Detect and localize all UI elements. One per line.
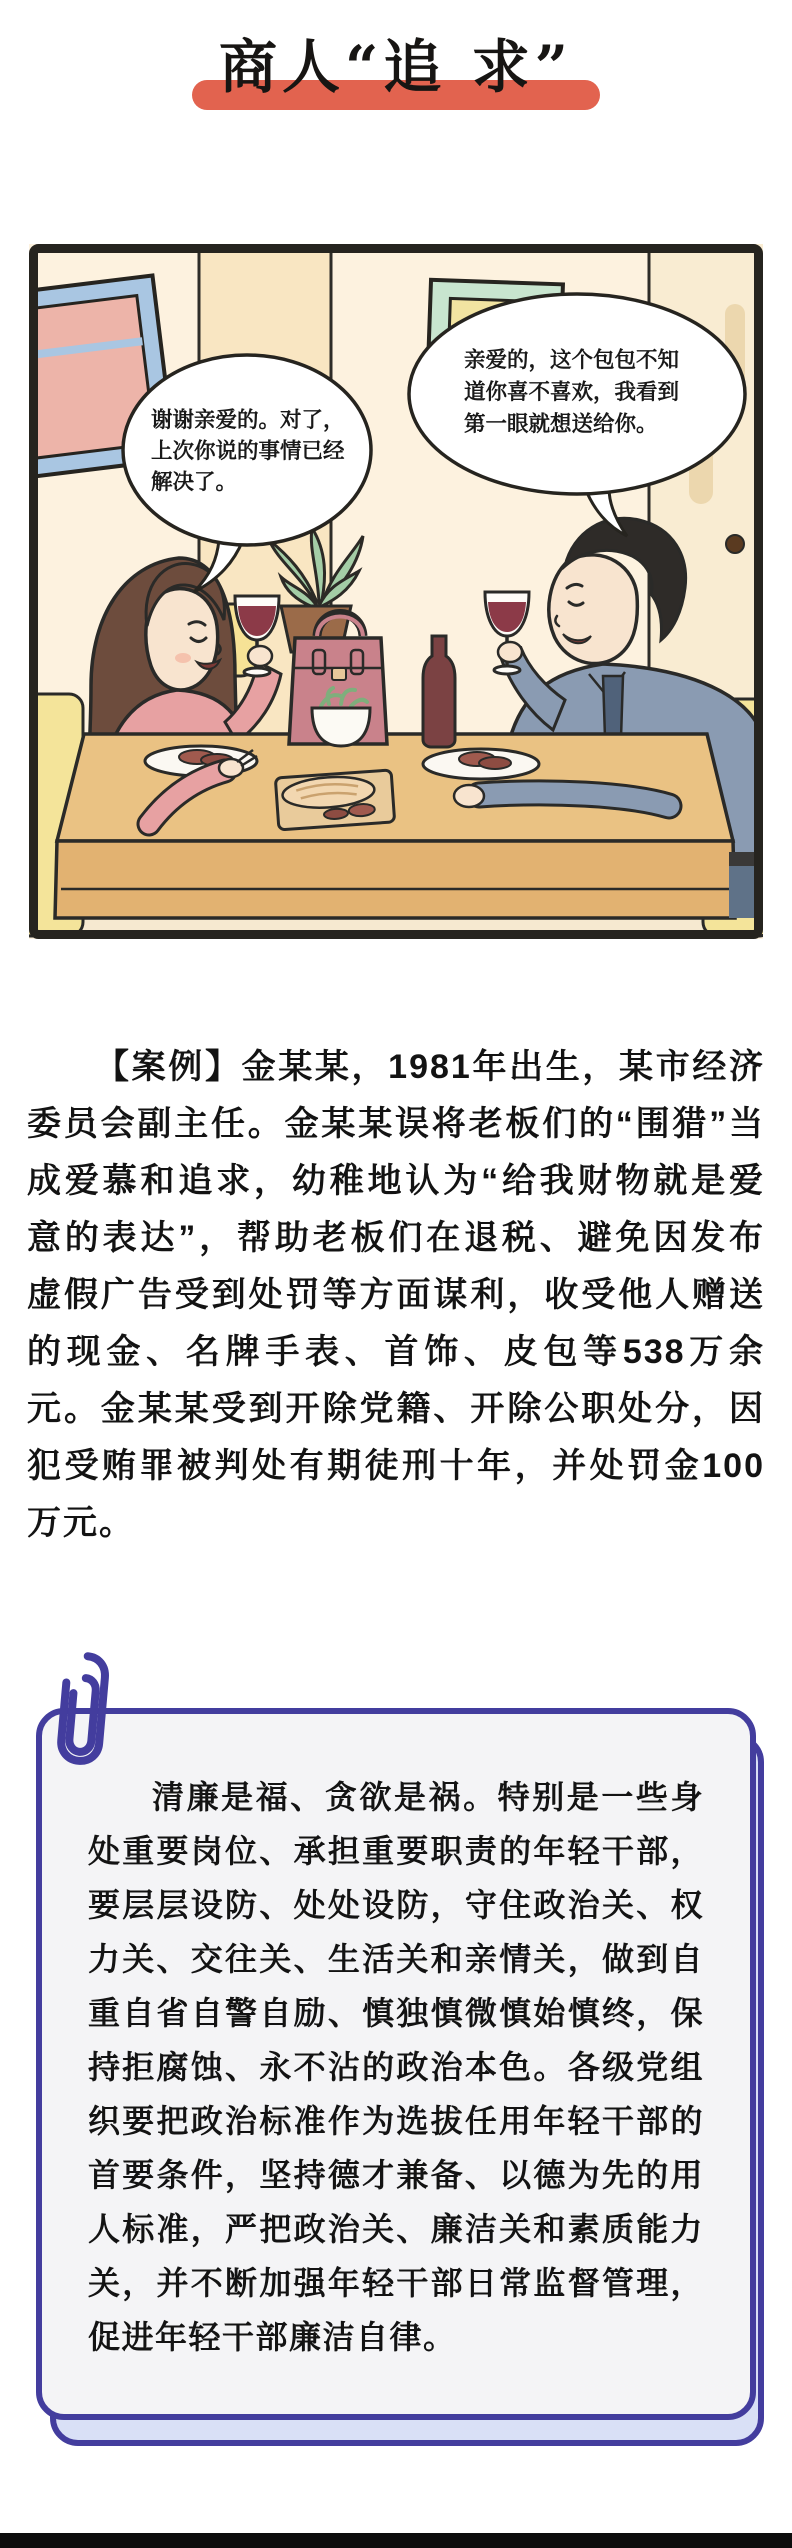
comic-panel <box>29 244 763 939</box>
page-title-block <box>213 30 579 110</box>
plate-right <box>423 749 539 779</box>
page-title: 商人“追 求” <box>219 33 573 101</box>
quote-box-wrap <box>36 1708 756 2420</box>
bread-board <box>275 770 394 830</box>
paperclip-icon <box>51 1648 115 1772</box>
bubble-left-line-3: 解决了。 <box>151 470 238 494</box>
bubble-right-line-1: 亲爱的，这个包包不知 <box>464 348 680 372</box>
bubble-left-line-2: 上次你说的事情已经 <box>151 439 345 463</box>
man-forearm <box>454 785 669 807</box>
bubble-right-line-2: 道你喜不喜欢，我看到 <box>464 380 680 404</box>
door-knob <box>726 535 744 553</box>
bubble-left-line-1: 谢谢亲爱的。对了， <box>151 408 345 432</box>
bottom-bar <box>0 2533 792 2548</box>
quote-box <box>36 1708 756 2420</box>
quote-paragraph: 清廉是福、贪欲是祸。特别是一些身处重要岗位、承担重要职责的年轻干部，要层层设防、处处设防，守住政治关、权力关、交往关、生活关和亲情关，做到自重自省自警自励、慎独慎微慎始慎终，保持拒腐蚀、永不沾的政治本色。各级党组织要把政治标准作为选拔任用年轻干部的首要条件，坚持德才兼备、以德为先的用人标准，严把政治关、廉洁关和素质能力关，并不断加强年轻干部日常监督管理，促进年轻干部廉洁自律。 <box>88 1779 704 2355</box>
bubble-right-line-3: 第一眼就想送给你。 <box>464 412 658 436</box>
case-paragraph: 【案例】金某某，1981年出生，某市经济委员会副主任。金某某误将老板们的“围猎”当成爱慕和追求，幼稚地认为“给我财物就是爱意的表达”，帮助老板们在退税、避免因发布虚假广告受到处罚等方面谋利，收受他人赠送的现金、名牌手表、首饰、皮包等538万余元。金某某受到开除党籍、开除公职处分，因犯受贿罪被判处有期徒刑十年，并处罚金100万元。 <box>27 1048 765 1542</box>
